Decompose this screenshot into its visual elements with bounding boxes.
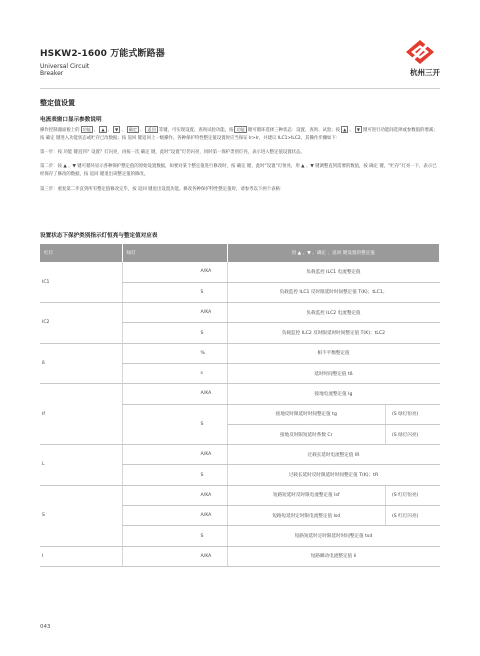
header-red-light: 红灯 xyxy=(40,244,122,262)
product-title: HSKW2-1600 万能式断路器 xyxy=(40,49,165,59)
subtitle-line-1: Universal Circuit xyxy=(40,63,90,70)
red-light-ic2: IC2 xyxy=(40,303,122,344)
setting-desc-cell: 接地反时限延时时间整定值 tg xyxy=(227,404,386,424)
header-green-light: 绿灯 xyxy=(122,244,227,262)
green-light-cell: % xyxy=(122,343,227,363)
page-number: 043 xyxy=(40,624,51,630)
red-light-i: I xyxy=(40,546,122,566)
green-light-cell: A/KA xyxy=(122,506,227,526)
down-key-label-2: ▼ xyxy=(356,127,360,132)
green-light-cell: A/KA xyxy=(122,262,227,282)
header-setting-desc: 用 ▲ 、▼ 、确定 、返回 键设置的整定值 xyxy=(227,244,440,262)
red-light-ic1: IC1 xyxy=(40,262,122,303)
setting-desc-cell: 负载监控 ILC1 电流整定值 xyxy=(227,262,440,282)
green-light-cell: S xyxy=(122,404,227,445)
red-light-unbalance: ß xyxy=(40,343,122,384)
setting-desc-cell: 延时时间整定值 tß xyxy=(227,363,440,383)
p1-text-h: 、 xyxy=(349,128,354,133)
setting-desc-cell: 短路瞬动电流整定值 Ii xyxy=(227,546,440,566)
down-key-label: ▼ xyxy=(114,127,119,132)
function-key-label-2: 功能 xyxy=(236,127,245,132)
up-key-label-2: ▲ xyxy=(343,127,347,132)
subtitle-line-2: Breaker xyxy=(40,70,64,77)
red-light-s: S xyxy=(40,485,122,546)
setting-desc-cell: 过载长延时反时限延时时间整定值 T(K)；tR xyxy=(227,465,440,485)
table-row xyxy=(40,546,440,566)
instruction-step-3: 第三步：重复第二步直到所有整定值修改完毕，按 返回 键退出设置功能。修改各种保护特性整定值时，请参考以下两个表格： xyxy=(40,187,285,192)
p1-text-d: 、 xyxy=(121,128,126,133)
p1-text-i: 键可进行功能间选择或参数值的增减；按 确定 键进入功能状态或贮存已改数据；按 返回 键返回上一级操作。各种保护特性整定值设置时应当保证 Ir>Ir，并建议 ILC1>ILC2。其操作步骤如下： xyxy=(40,128,438,141)
section-subtitle: 电流表窗口显示参数说明 xyxy=(40,117,102,123)
green-light-cell: S xyxy=(122,465,227,485)
table-row xyxy=(40,485,440,505)
setting-desc-cell: 短路短延时反时限电流整定值 Isf xyxy=(227,485,386,505)
table-row xyxy=(40,303,440,323)
setting-desc-cell: 过载长延时电流整定值 IR xyxy=(227,445,440,465)
p1-text-g: 键可循环选择三种状态：设置、查询、试验；按 xyxy=(247,128,341,133)
logo-text: 杭州三开 xyxy=(410,68,440,77)
settings-table xyxy=(40,244,440,567)
instruction-paragraph-1 xyxy=(40,126,440,143)
instruction-step-2: 第二步：按 ▲ 、▼ 键可循环显示各种保护整定值的原始设置数据，如要对某个整定值进行修改时，按 确定 键，此时“设置”灯恒亮，用 ▲ 、▼ 键调整直到需要的数值，按 确定 键，“贮存”灯亮一下，表示已经保存了修改的数据，按 返回 键退出该整定值的修改。 xyxy=(40,164,437,177)
green-light-cell: S xyxy=(122,282,227,302)
green-light-cell: s xyxy=(122,363,227,383)
setting-desc-cell: 短路短延时定时限电流整定值 Isd xyxy=(227,506,386,526)
table-header-row xyxy=(40,244,440,262)
setting-desc-cell: 接地反时限短延时系数 Cr xyxy=(227,424,386,444)
function-key-label: 功能 xyxy=(82,127,91,132)
table-row xyxy=(40,445,440,465)
instruction-step-1: 第一步：按 功能 键直到？设置？灯闪亮，再按一次 确定 键，此时“设置”灯仍闪亮，同时第一保护类别灯亮，表示进入整定值设置状态。 xyxy=(40,150,305,155)
p1-text-c: 、 xyxy=(107,128,112,133)
table-title: 设置状态下保护类别指示灯恒亮与整定值对应表 xyxy=(40,233,158,239)
green-light-cell: A/KA xyxy=(122,546,227,566)
company-logo xyxy=(400,40,440,84)
red-light-l: L xyxy=(40,445,122,486)
p1-text-f: 等键，可实现设置、查询试验功能。按 xyxy=(158,128,234,133)
p1-text-e: 、 xyxy=(140,128,145,133)
setting-note-cell: (S 红灯恒亮) xyxy=(386,485,440,505)
setting-desc-cell: 负载监控 ILC1 反时限延时时间整定值 T(K)；tLC1。 xyxy=(227,282,440,302)
green-light-cell: A/KA xyxy=(122,384,227,404)
p1-text-a: 操作控制器面板上的 xyxy=(40,128,80,133)
green-light-cell: S xyxy=(122,526,227,546)
green-light-cell: A/KA xyxy=(122,485,227,505)
setting-desc-cell: 短路短延时定时限延时时间整定值 tsd xyxy=(227,526,440,546)
setting-note-cell: (S 红灯闪亮) xyxy=(386,506,440,526)
setting-desc-cell: 相不平衡整定值 xyxy=(227,343,440,363)
table-row xyxy=(40,262,440,282)
page-header xyxy=(40,40,440,86)
red-light-if: If xyxy=(40,384,122,445)
confirm-key-label: 确定 xyxy=(128,127,137,132)
p1-text-b: 、 xyxy=(93,128,99,133)
setting-desc-cell: 负载监控 ILC2 反时限延时时间整定值 T(K)；tLC2 xyxy=(227,323,440,343)
logo-mark-icon xyxy=(406,40,434,64)
setting-note-cell: (S 绿灯闪亮) xyxy=(386,424,440,444)
green-light-cell: S xyxy=(122,323,227,343)
table-row xyxy=(40,343,440,363)
table-row xyxy=(40,384,440,404)
return-key-label: 返回 xyxy=(147,127,156,132)
header-divider xyxy=(40,88,440,89)
up-key-label: ▲ xyxy=(101,127,105,132)
green-light-cell: A/KA xyxy=(122,303,227,323)
setting-note-cell: (S 绿灯恒亮) xyxy=(386,404,440,424)
product-subtitle xyxy=(40,63,89,77)
setting-desc-cell: 接地电流整定值 Ig xyxy=(227,384,440,404)
green-light-cell: A/KA xyxy=(122,445,227,465)
section-title: 整定值设置 xyxy=(40,99,75,107)
setting-desc-cell: 负载监控 ILC2 电流整定值 xyxy=(227,303,440,323)
